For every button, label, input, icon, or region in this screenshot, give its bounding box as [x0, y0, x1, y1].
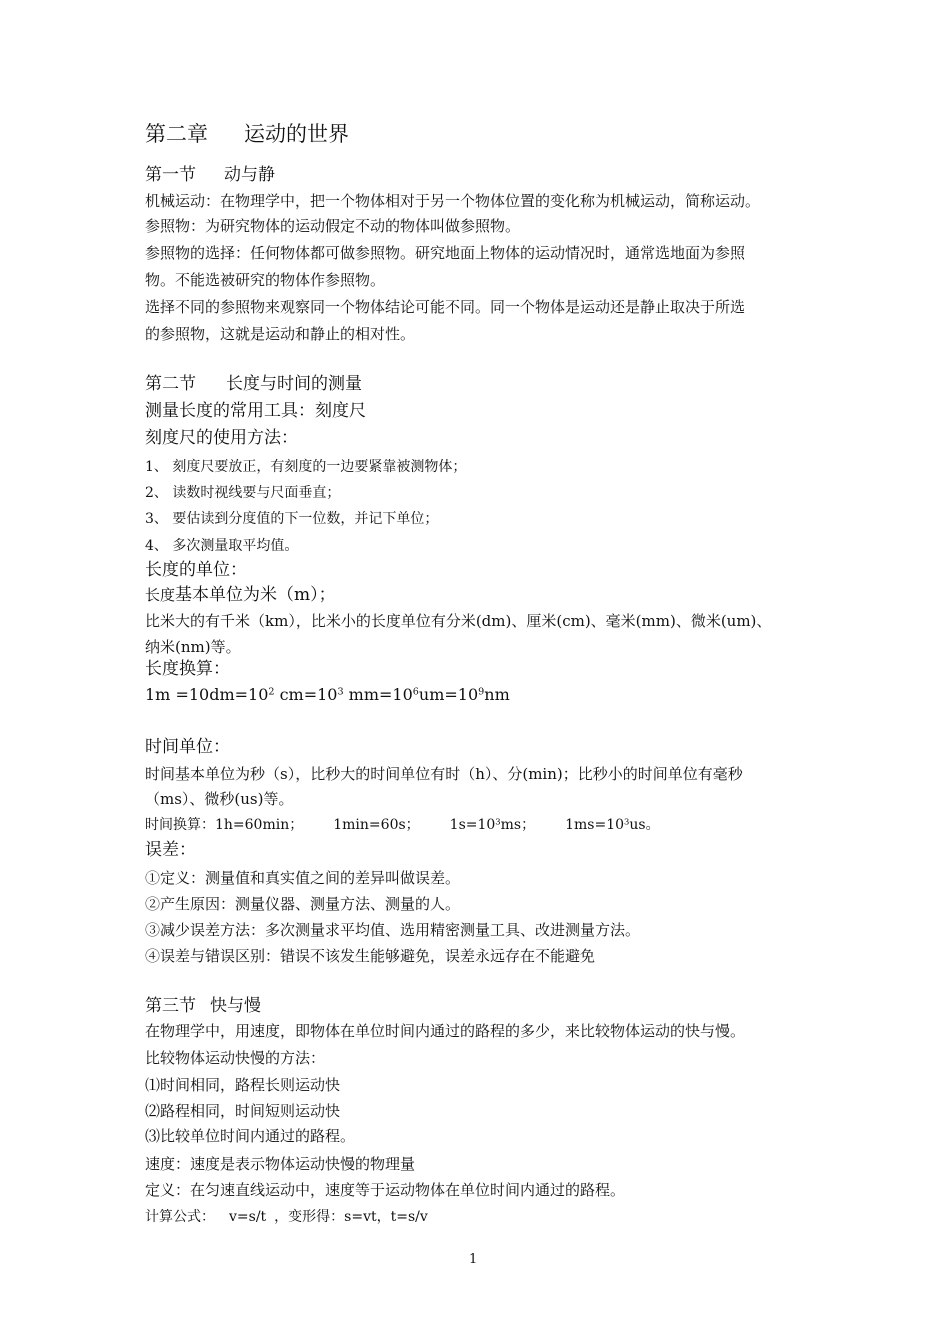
usage-heading: 刻度尺的使用方法：: [145, 428, 298, 448]
chapter-label: 第二章: [145, 122, 208, 146]
time-conversion-line: [145, 818, 660, 832]
section2-label: 第二节: [145, 374, 196, 394]
section3-title: 快与慢: [210, 996, 261, 1016]
base-unit-text: 基本单位为米（m）；: [175, 585, 336, 605]
paragraph-line: 物。不能选被研究的物体作参照物。: [145, 271, 386, 289]
section2-title: 长度与时间的测量: [226, 374, 362, 394]
formula-exponent: 9: [478, 686, 485, 698]
paragraph-line: 比较物体运动快慢的方法：: [145, 1049, 326, 1067]
formula-label: 计算公式：: [145, 1209, 215, 1225]
error-line: ④误差与错误区别：错误不该发生能够避免，误差永远存在不能避免: [145, 947, 596, 965]
speed-formula-line: [145, 1210, 428, 1224]
measuring-tool-line: 测量长度的常用工具：刻度尺: [145, 401, 366, 421]
time-unit-line: （ms）、微秒(us)等。: [145, 790, 294, 808]
section3-label: 第三节: [145, 996, 196, 1016]
chapter-heading: [145, 124, 349, 145]
section2-heading: [145, 376, 362, 393]
paragraph-line: 参照物的选择：任何物体都可做参照物。研究地面上物体的运动情况时，通常选地面为参照: [145, 244, 746, 262]
list-item: 2、 读数时视线要与尺面垂直；: [145, 485, 341, 501]
paragraph-line: 选择不同的参照物来观察同一个物体结论可能不同。同一个物体是运动还是静止取决于所选: [145, 298, 746, 316]
chapter-title: 运动的世界: [244, 122, 349, 146]
formula-exponent: 3: [624, 816, 630, 827]
units-line: 纳米(nm)等。: [145, 638, 241, 656]
list-item: 4、 多次测量取平均值。: [145, 538, 299, 554]
paragraph-line: 定义：在匀速直线运动中，速度等于运动物体在单位时间内通过的路程。: [145, 1181, 626, 1199]
formula-part: um=10: [418, 685, 479, 704]
speed-formula-variants: ，变形得：s=vt，t=s/v: [274, 1209, 428, 1225]
section1-label: 第一节: [145, 165, 196, 185]
formula-exponent: 6: [412, 686, 419, 698]
units-line: 比米大的有千米（km），比米小的长度单位有分米(dm)、厘米(cm)、毫米(mm)、微米(um)、: [145, 612, 772, 630]
error-line: ①定义：测量值和真实值之间的差异叫做误差。: [145, 869, 461, 887]
list-item: 3、 要估读到分度值的下一位数，并记下单位；: [145, 511, 439, 527]
time-conversion-item: us。: [629, 817, 660, 833]
page-number: 1: [469, 1252, 478, 1267]
paragraph-line: ⑵路程相同，时间短则运动快: [145, 1102, 341, 1120]
time-unit-line: 时间基本单位为秒（s），比秒大的时间单位有时（h）、分(min)；比秒小的时间单位有毫秒: [145, 765, 743, 783]
time-unit-heading: 时间单位：: [145, 737, 230, 757]
conversion-heading: 长度换算：: [145, 659, 230, 679]
time-conversion-item: 1s=10: [449, 817, 496, 833]
length-conversion-formula: [145, 687, 510, 703]
time-conversion-label: 时间换算：: [145, 817, 215, 833]
paragraph-line: 在物理学中，用速度，即物体在单位时间内通过的路程的多少，来比较物体运动的快与慢。: [145, 1022, 746, 1040]
error-line: ③减少误差方法：多次测量求平均值、选用精密测量工具、改进测量方法。: [145, 921, 641, 939]
section3-heading: [145, 998, 261, 1015]
error-line: ②产生原因：测量仪器、测量方法、测量的人。: [145, 895, 461, 913]
formula-exponent: 3: [495, 816, 501, 827]
paragraph-line: 的参照物，这就是运动和静止的相对性。: [145, 325, 416, 343]
base-unit-line: [145, 587, 336, 604]
time-conversion-item: 1h=60min；: [215, 817, 304, 833]
paragraph-line: ⑶比较单位时间内通过的路程。: [145, 1127, 356, 1145]
formula-exponent: 3: [337, 686, 344, 698]
error-heading: 误差：: [145, 840, 196, 860]
base-unit-prefix: 长度: [145, 586, 176, 604]
formula-exponent: 2: [268, 686, 275, 698]
formula-part: cm=10: [274, 685, 338, 704]
paragraph-line: ⑴时间相同，路程长则运动快: [145, 1076, 341, 1094]
formula-part: nm: [484, 685, 510, 704]
formula-part: mm=10: [343, 685, 413, 704]
time-conversion-item: 1min=60s；: [333, 817, 420, 833]
length-unit-heading: 长度的单位：: [145, 560, 247, 580]
time-conversion-item: 1ms=10: [565, 817, 625, 833]
paragraph-line: 参照物：为研究物体的运动假定不动的物体叫做参照物。: [145, 217, 521, 235]
time-conversion-item: ms；: [500, 817, 536, 833]
paragraph-line: 速度：速度是表示物体运动快慢的物理量: [145, 1155, 416, 1173]
section1-title: 动与静: [224, 165, 275, 185]
speed-formula: v=s/t: [229, 1209, 267, 1225]
section1-heading: [145, 167, 275, 184]
paragraph-line: 机械运动：在物理学中，把一个物体相对于另一个物体位置的变化称为机械运动，简称运动。: [145, 192, 761, 210]
list-item: 1、 刻度尺要放正，有刻度的一边要紧靠被测物体；: [145, 459, 467, 475]
formula-part: 1m =10dm=10: [145, 685, 269, 704]
